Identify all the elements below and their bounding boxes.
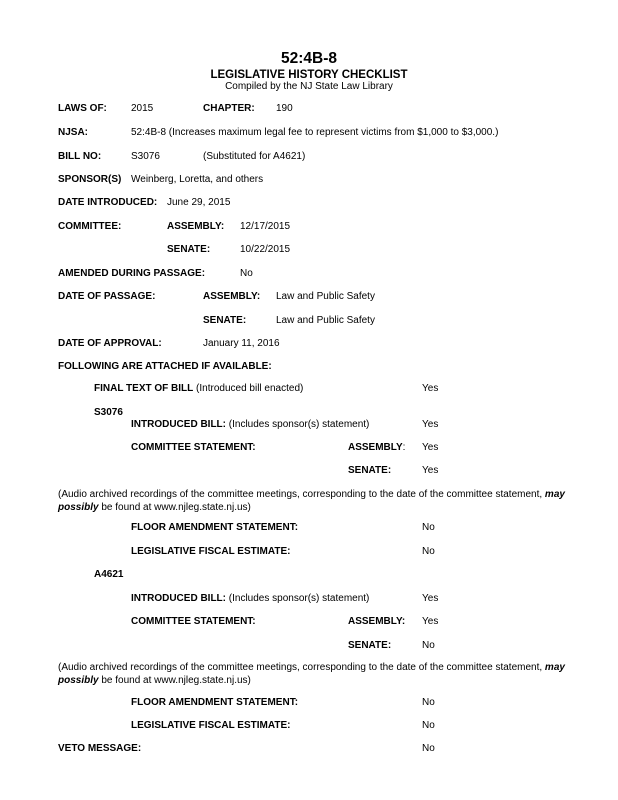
chapter-value: 190 <box>276 103 293 114</box>
a4621-audio-emphasis: may possibly <box>58 662 565 686</box>
s3076-introduced-note: (Includes sponsor(s) statement) <box>226 419 370 430</box>
veto-label: VETO MESSAGE: <box>58 743 142 754</box>
s3076-introduced-value: Yes <box>422 419 439 430</box>
njsa-value: 52:4B-8 (Increases maximum legal fee to represent victims from $1,000 to $3,000.) <box>131 127 499 138</box>
sponsors-value: Weinberg, Loretta, and others <box>131 174 264 185</box>
bill-no-value: S3076 <box>131 151 160 162</box>
s3076-audio-pre: (Audio archived recordings of the committee meetings, corresponding to the date of the committee statement, <box>58 489 545 500</box>
a4621-audio-pre: (Audio archived recordings of the committee meetings, corresponding to the date of the committee statement, <box>58 662 545 673</box>
bill-no-note: (Substituted for A4621) <box>203 151 306 162</box>
passage-assembly-label: ASSEMBLY: <box>203 291 261 302</box>
passage-assembly-value: Law and Public Safety <box>276 291 375 302</box>
a4621-audio-post: be found at www.njleg.state.nj.us) <box>98 674 251 686</box>
a4621-introduced-value: Yes <box>422 593 439 604</box>
laws-of-label: LAWS OF: <box>58 103 107 114</box>
date-of-passage-label: DATE OF PASSAGE: <box>58 291 156 302</box>
a4621-floor-label: FLOOR AMENDMENT STATEMENT: <box>131 697 299 708</box>
committee-senate-label: SENATE: <box>167 244 211 255</box>
njsa-label: NJSA: <box>58 127 89 138</box>
date-introduced-label: DATE INTRODUCED: <box>58 197 158 208</box>
attached-heading: FOLLOWING ARE ATTACHED IF AVAILABLE: <box>58 361 272 372</box>
s3076-floor-value: No <box>422 522 435 533</box>
a4621-introduced-label: INTRODUCED BILL: <box>131 593 226 604</box>
a4621-assembly-value: Yes <box>422 616 439 627</box>
sponsors-label: SPONSOR(S) <box>58 174 122 185</box>
s3076-introduced-row <box>131 419 369 431</box>
s3076-introduced-label: INTRODUCED BILL: <box>131 419 226 430</box>
s3076-audio-emphasis: may possibly <box>58 489 565 513</box>
final-text-note: (Introduced bill enacted) <box>193 383 304 394</box>
a4621-audio-note <box>58 662 603 687</box>
veto-value: No <box>422 743 435 754</box>
a4621-fiscal-value: No <box>422 720 435 731</box>
compiled-by: Compiled by the NJ State Law Library <box>225 81 393 92</box>
a4621-senate-label: SENATE: <box>348 640 392 651</box>
s3076-audio-note <box>58 489 603 514</box>
amended-label: AMENDED DURING PASSAGE: <box>58 268 206 279</box>
s3076-committee-label: COMMITTEE STATEMENT: <box>131 442 256 453</box>
a4621-fiscal-label: LEGISLATIVE FISCAL ESTIMATE: <box>131 720 291 731</box>
s3076-assembly-label: ASSEMBLY <box>348 442 403 453</box>
s3076-senate-value: Yes <box>422 465 439 476</box>
page-title: LEGISLATIVE HISTORY CHECKLIST <box>210 69 408 81</box>
s3076-assembly-row <box>348 442 405 454</box>
s3076-assembly-value: Yes <box>422 442 439 453</box>
a4621-assembly-label: ASSEMBLY: <box>348 616 406 627</box>
a4621-floor-value: No <box>422 697 435 708</box>
chapter-label: CHAPTER: <box>203 103 255 114</box>
date-introduced-value: June 29, 2015 <box>167 197 231 208</box>
a4621-committee-label: COMMITTEE STATEMENT: <box>131 616 256 627</box>
final-text-label: FINAL TEXT OF BILL <box>94 383 194 394</box>
committee-assembly-label: ASSEMBLY: <box>167 221 225 232</box>
a4621-senate-value: No <box>422 640 435 651</box>
passage-senate-label: SENATE: <box>203 315 247 326</box>
date-of-approval-label: DATE OF APPROVAL: <box>58 338 162 349</box>
bill-no-label: BILL NO: <box>58 151 102 162</box>
s3076-audio-post: be found at www.njleg.state.nj.us) <box>98 501 251 513</box>
date-of-approval-value: January 11, 2016 <box>203 338 280 349</box>
a4621-introduced-note: (Includes sponsor(s) statement) <box>226 593 370 604</box>
statute-number: 52:4B-8 <box>281 50 337 67</box>
s3076-heading: S3076 <box>94 407 123 418</box>
final-text-value: Yes <box>422 383 439 394</box>
amended-value: No <box>240 268 253 279</box>
s3076-fiscal-value: No <box>422 546 435 557</box>
final-text-row <box>94 383 303 395</box>
s3076-fiscal-label: LEGISLATIVE FISCAL ESTIMATE: <box>131 546 291 557</box>
a4621-introduced-row <box>131 593 369 605</box>
passage-senate-value: Law and Public Safety <box>276 315 375 326</box>
laws-of-value: 2015 <box>131 103 154 114</box>
committee-label: COMMITTEE: <box>58 221 122 232</box>
s3076-assembly-colon: : <box>402 442 406 453</box>
a4621-heading: A4621 <box>94 569 124 580</box>
committee-senate-date: 10/22/2015 <box>240 244 291 255</box>
committee-assembly-date: 12/17/2015 <box>240 221 291 232</box>
s3076-floor-label: FLOOR AMENDMENT STATEMENT: <box>131 522 299 533</box>
s3076-senate-label: SENATE: <box>348 465 392 476</box>
